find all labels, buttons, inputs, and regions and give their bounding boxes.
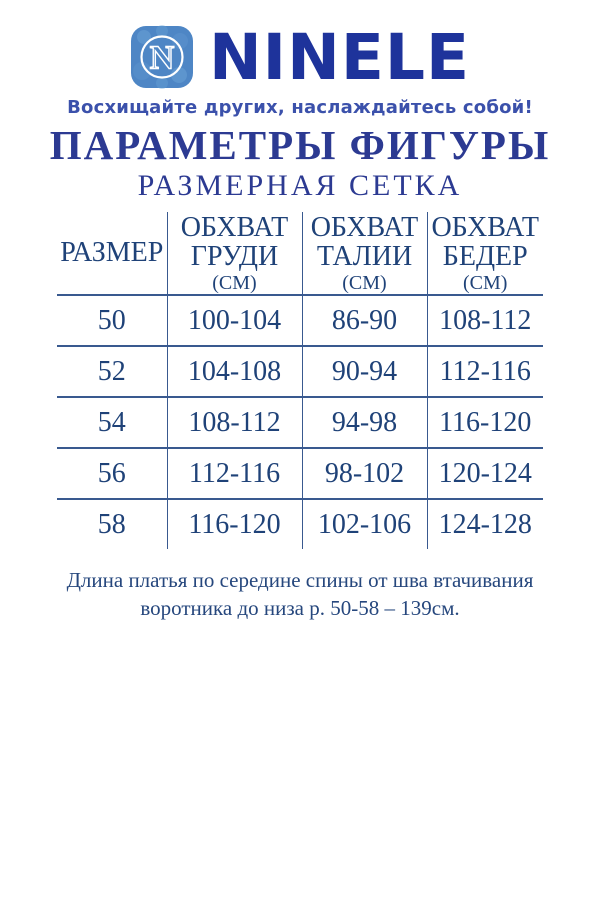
n-in-circle-logo-icon [130,25,194,89]
table-row [57,499,543,549]
cell-hips: 108-112 [427,295,543,346]
cell-waist: 90-94 [302,346,427,397]
size-table-header-row [57,212,543,295]
table-row [57,295,543,346]
cell-size: 50 [57,295,167,346]
page-title: ПАРАМЕТРЫ ФИГУРЫ [49,122,551,168]
cell-waist: 86-90 [302,295,427,346]
cell-bust: 100-104 [167,295,302,346]
column-header-label: ОБХВАТ [431,211,540,243]
cell-bust: 108-112 [167,397,302,448]
cell-bust: 112-116 [167,448,302,499]
size-table [57,212,543,549]
column-header-label: РАЗМЕР [60,237,164,269]
column-header-label: ОБХВАТ [180,211,289,243]
cell-hips: 124-128 [427,499,543,549]
cell-hips: 112-116 [427,346,543,397]
cell-bust: 116-120 [167,499,302,549]
column-header-unit: (СМ) [212,272,257,295]
cell-waist: 102-106 [302,499,427,549]
cell-hips: 120-124 [427,448,543,499]
column-header-unit: (СМ) [342,272,387,295]
column-header-bust [167,212,302,295]
cell-hips: 116-120 [427,397,543,448]
page-subtitle: РАЗМЕРНАЯ СЕТКА [137,169,463,202]
column-header-label: ТАЛИИ [316,241,413,272]
brand-header [0,20,600,94]
cell-size: 52 [57,346,167,397]
column-header-unit: (СМ) [463,272,508,295]
column-header-waist [302,212,427,295]
column-header-label: ОБХВАТ [310,211,419,243]
cell-waist: 98-102 [302,448,427,499]
table-row [57,397,543,448]
brand-name: NINELE [208,20,471,94]
column-header-hips [427,212,543,295]
table-row [57,346,543,397]
cell-size: 56 [57,448,167,499]
svg-text:N: N [149,39,175,77]
cell-waist: 94-98 [302,397,427,448]
cell-size: 58 [57,499,167,549]
dress-length-note: Длина платья по середине спины от шва втачивания воротника до низа р. 50-58 – 139см. [66,568,534,620]
table-row [57,448,543,499]
column-header-label: БЕДЕР [442,241,528,272]
brand-tagline: Восхищайте других, наслаждайтесь собой! [67,97,533,118]
column-header-label: ГРУДИ [190,241,279,272]
column-header-size [57,212,167,295]
cell-bust: 104-108 [167,346,302,397]
cell-size: 54 [57,397,167,448]
